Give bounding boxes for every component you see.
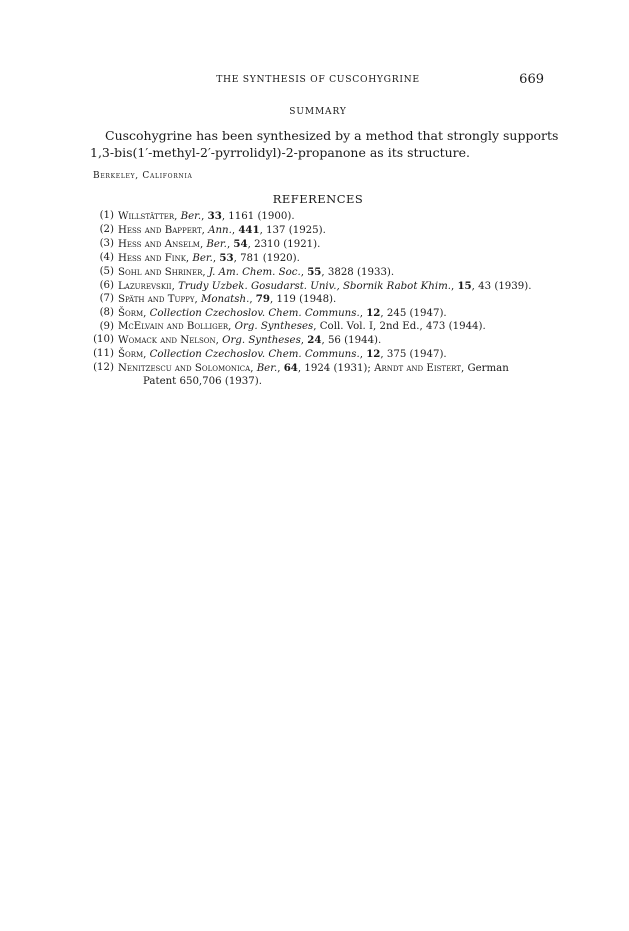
author-address: Berkeley, California [93, 171, 193, 181]
reference-volume: 24 [307, 334, 322, 347]
reference-journal: Org. Syntheses [234, 321, 314, 333]
reference-text: Hess and Anselm, Ber., 54, 2310 (1921). [118, 237, 321, 250]
reference-text: Womack and Nelson, Org. Syntheses, 24, 56 (1944). [118, 334, 382, 347]
running-head [90, 72, 546, 90]
reference-journal: Collection Czechoslov. Chem. Communs. [149, 308, 360, 320]
reference-list [82, 210, 552, 389]
reference-journal: Collection Czechoslov. Chem. Communs. [149, 349, 360, 361]
reference-number: (8) [99, 307, 114, 319]
reference-authors: McElvain and Bolliger [118, 321, 229, 333]
reference-authors: Späth and Tuppy [118, 294, 195, 306]
reference-authors: Hess and Fink [118, 252, 186, 264]
reference-pages-year: Coll. Vol. I, 2nd Ed., 473 (1944). [319, 321, 486, 333]
reference-journal: Ber. [256, 362, 278, 374]
reference-number: (10) [93, 334, 114, 346]
reference-authors: Willstätter [118, 211, 175, 222]
reference-authors-2: Arndt and Eistert [374, 362, 461, 374]
reference-pages-year: 2310 (1921). [254, 238, 321, 250]
reference-volume: 79 [255, 293, 270, 306]
summary-paragraph [90, 127, 559, 161]
reference-pages-year: 375 (1947). [386, 349, 447, 361]
reference-pages-year: 137 (1925). [266, 224, 326, 236]
reference-journal: Ber. [180, 211, 202, 222]
reference-authors: Lazurevskii [118, 280, 172, 292]
reference-volume: 64 [283, 361, 298, 374]
reference-authors: Šorm [118, 308, 144, 320]
reference-volume: 12 [366, 307, 381, 320]
reference-patent-label: German [467, 362, 509, 374]
reference-item [82, 348, 552, 362]
reference-journal: Ber. [206, 238, 227, 250]
running-title: THE SYNTHESIS OF CUSCOHYGRINE [216, 74, 420, 85]
reference-authors: Hess and Anselm [118, 238, 200, 250]
reference-item [82, 238, 552, 252]
summary-line-1: Cuscohygrine has been synthesized by a method that strongly supports [105, 128, 559, 143]
reference-authors: Šorm [118, 349, 144, 361]
reference-journal: Ber. [192, 252, 213, 264]
reference-item [82, 210, 552, 224]
reference-text: Hess and Bappert, Ann., 441, 137 (1925). [118, 223, 326, 236]
reference-authors: Sohl and Shriner [118, 266, 203, 278]
reference-number: (5) [99, 265, 114, 277]
reference-number: (4) [99, 251, 114, 263]
reference-text: Šorm, Collection Czechoslov. Chem. Communs., 12, 245 (1947). [118, 307, 447, 320]
reference-volume: 55 [307, 265, 322, 278]
reference-number: (9) [99, 321, 114, 333]
reference-continuation: Patent 650,706 (1937). [143, 375, 262, 387]
reference-number: (11) [93, 348, 114, 360]
reference-text: Šorm, Collection Czechoslov. Chem. Communs., 12, 375 (1947). [118, 348, 447, 361]
summary-line-2: 1,3-bis(1′-methyl-2′-pyrrolidyl)-2-propanone as its structure. [90, 145, 470, 160]
reference-journal: Org. Syntheses [222, 335, 301, 347]
reference-pages-year: 3828 (1933). [327, 266, 395, 278]
reference-text: Späth and Tuppy, Monatsh., 79, 119 (1948). [118, 293, 337, 306]
reference-item [82, 252, 552, 266]
reference-item [82, 224, 552, 238]
reference-journal: Ann. [208, 224, 232, 236]
reference-pages-year: 245 (1947). [386, 308, 447, 320]
reference-item [82, 321, 552, 334]
reference-authors: Hess and Bappert [118, 224, 202, 236]
reference-text: McElvain and Bolliger, Org. Syntheses, Coll. Vol. I, 2nd Ed., 473 (1944). [118, 321, 486, 333]
references-heading: REFERENCES [272, 192, 364, 206]
reference-number: (2) [99, 223, 114, 235]
reference-text: Hess and Fink, Ber., 53, 781 (1920). [118, 251, 300, 264]
reference-volume: 53 [219, 251, 234, 264]
reference-volume: 12 [366, 348, 381, 361]
reference-item [82, 362, 552, 389]
reference-number: (12) [93, 361, 114, 373]
reference-item [82, 280, 552, 294]
reference-authors: Nenitzescu and Solomonica [118, 362, 251, 374]
reference-journal: J. Am. Chem. Soc. [208, 266, 301, 278]
reference-item [82, 307, 552, 321]
reference-pages-year: 781 (1920). [240, 252, 300, 264]
reference-pages-year: 119 (1948). [276, 294, 337, 306]
reference-item [82, 334, 552, 348]
summary-heading: SUMMARY [289, 107, 347, 117]
reference-pages-year: 56 (1944). [327, 335, 382, 347]
reference-number: (7) [99, 293, 114, 305]
reference-authors: Womack and Nelson [118, 335, 216, 347]
reference-volume: 33 [207, 210, 222, 222]
reference-volume: 441 [238, 223, 260, 236]
reference-volume: 54 [233, 237, 248, 250]
reference-pages-year: 1924 (1931); [304, 362, 371, 374]
reference-item [82, 293, 552, 307]
reference-journal: Monatsh. [200, 294, 250, 306]
reference-item [82, 266, 552, 280]
reference-journal: Trudy Uzbek. Gosudarst. Univ., Sbornik Rabot Khim. [178, 280, 451, 292]
reference-number: (6) [99, 279, 114, 291]
reference-text: Nenitzescu and Solomonica, Ber., 64, 1924 (1931); Arndt and Eistert, German Patent 650,706 (1937). [118, 362, 552, 389]
reference-volume: 15 [457, 279, 472, 292]
reference-number: (3) [99, 237, 114, 249]
reference-pages-year: 1161 (1900). [228, 211, 295, 222]
reference-text: Willstätter, Ber., 33, 1161 (1900). [118, 210, 295, 222]
reference-text: Lazurevskii, Trudy Uzbek. Gosudarst. Univ., Sbornik Rabot Khim., 15, 43 (1939). [118, 279, 532, 292]
reference-text: Sohl and Shriner, J. Am. Chem. Soc., 55, 3828 (1933). [118, 265, 395, 278]
reference-number: (1) [99, 210, 114, 221]
reference-pages-year: 43 (1939). [478, 280, 532, 292]
page-number: 669 [519, 72, 544, 87]
